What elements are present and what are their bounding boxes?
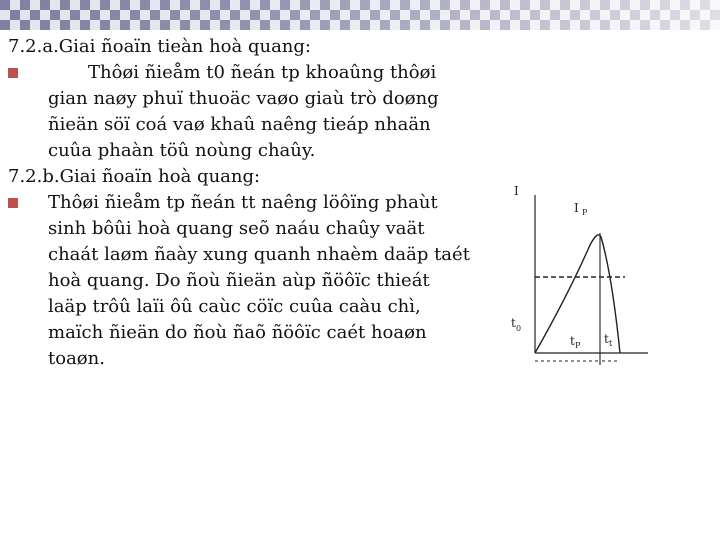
svg-text:t: t: [609, 339, 613, 348]
svg-text:t: t: [511, 316, 516, 330]
bullet-b-line-4: hoà quang. Do ñoù ñieän aùp ñöôïc thieát: [48, 270, 430, 291]
bullet-a-line-4: cuûa phaàn töû noùng chaûy.: [48, 140, 316, 161]
svg-text:P: P: [575, 341, 581, 350]
svg-text:I: I: [574, 201, 579, 215]
svg-text:0: 0: [516, 324, 522, 333]
bullet-square-icon: [8, 68, 18, 78]
bullet-b-line-6: maïch ñieän do ñoù ñaõ ñöôïc caét hoaøn: [48, 322, 427, 343]
svg-text:t: t: [604, 332, 609, 346]
svg-text:P: P: [582, 208, 588, 217]
label-t0: [511, 316, 521, 333]
bullet-b-line-5: laäp trôû laïi ôû caùc cöïc cuûa caàu chì,: [48, 296, 421, 317]
bullet-b-line-3: chaát laøm ñaày xung quanh nhaèm daäp taét: [48, 244, 470, 265]
label-tp: [570, 334, 581, 350]
bullet-b-line-2: sinh bôûi hoà quang seõ naáu chaûy vaät: [48, 218, 425, 239]
bullet-square-icon: [8, 198, 18, 208]
bullet-a: [8, 60, 438, 164]
fuse-current-diagram: [470, 175, 660, 375]
bullet-b-line-1: Thôøi ñieåm tp ñeán tt naêng löôïng phaùt: [48, 192, 438, 213]
bullet-a-line-1: Thôøi ñieåm t0 ñeán tp khoaûng thôøi: [88, 62, 437, 83]
bullet-a-line-3: ñieän söï coá vaø khaû naêng tieáp nhaän: [48, 114, 431, 135]
heading-7-2-b: 7.2.b.Giai ñoaïn hoà quang:: [8, 166, 261, 187]
heading-7-2-a: 7.2.a.Giai ñoaïn tieàn hoà quang:: [8, 36, 311, 57]
label-I: I: [514, 184, 519, 198]
bullet-a-line-2: gian naøy phuï thuoäc vaøo giaù trò doøng: [48, 88, 439, 109]
slide-text-block: [8, 34, 470, 372]
bullet-b-line-7: toaøn.: [48, 348, 105, 369]
svg-text:t: t: [570, 334, 575, 348]
label-Ip: [574, 201, 588, 217]
label-tt: [604, 332, 613, 348]
header-fade: [0, 0, 720, 30]
bullet-b: [8, 190, 470, 372]
